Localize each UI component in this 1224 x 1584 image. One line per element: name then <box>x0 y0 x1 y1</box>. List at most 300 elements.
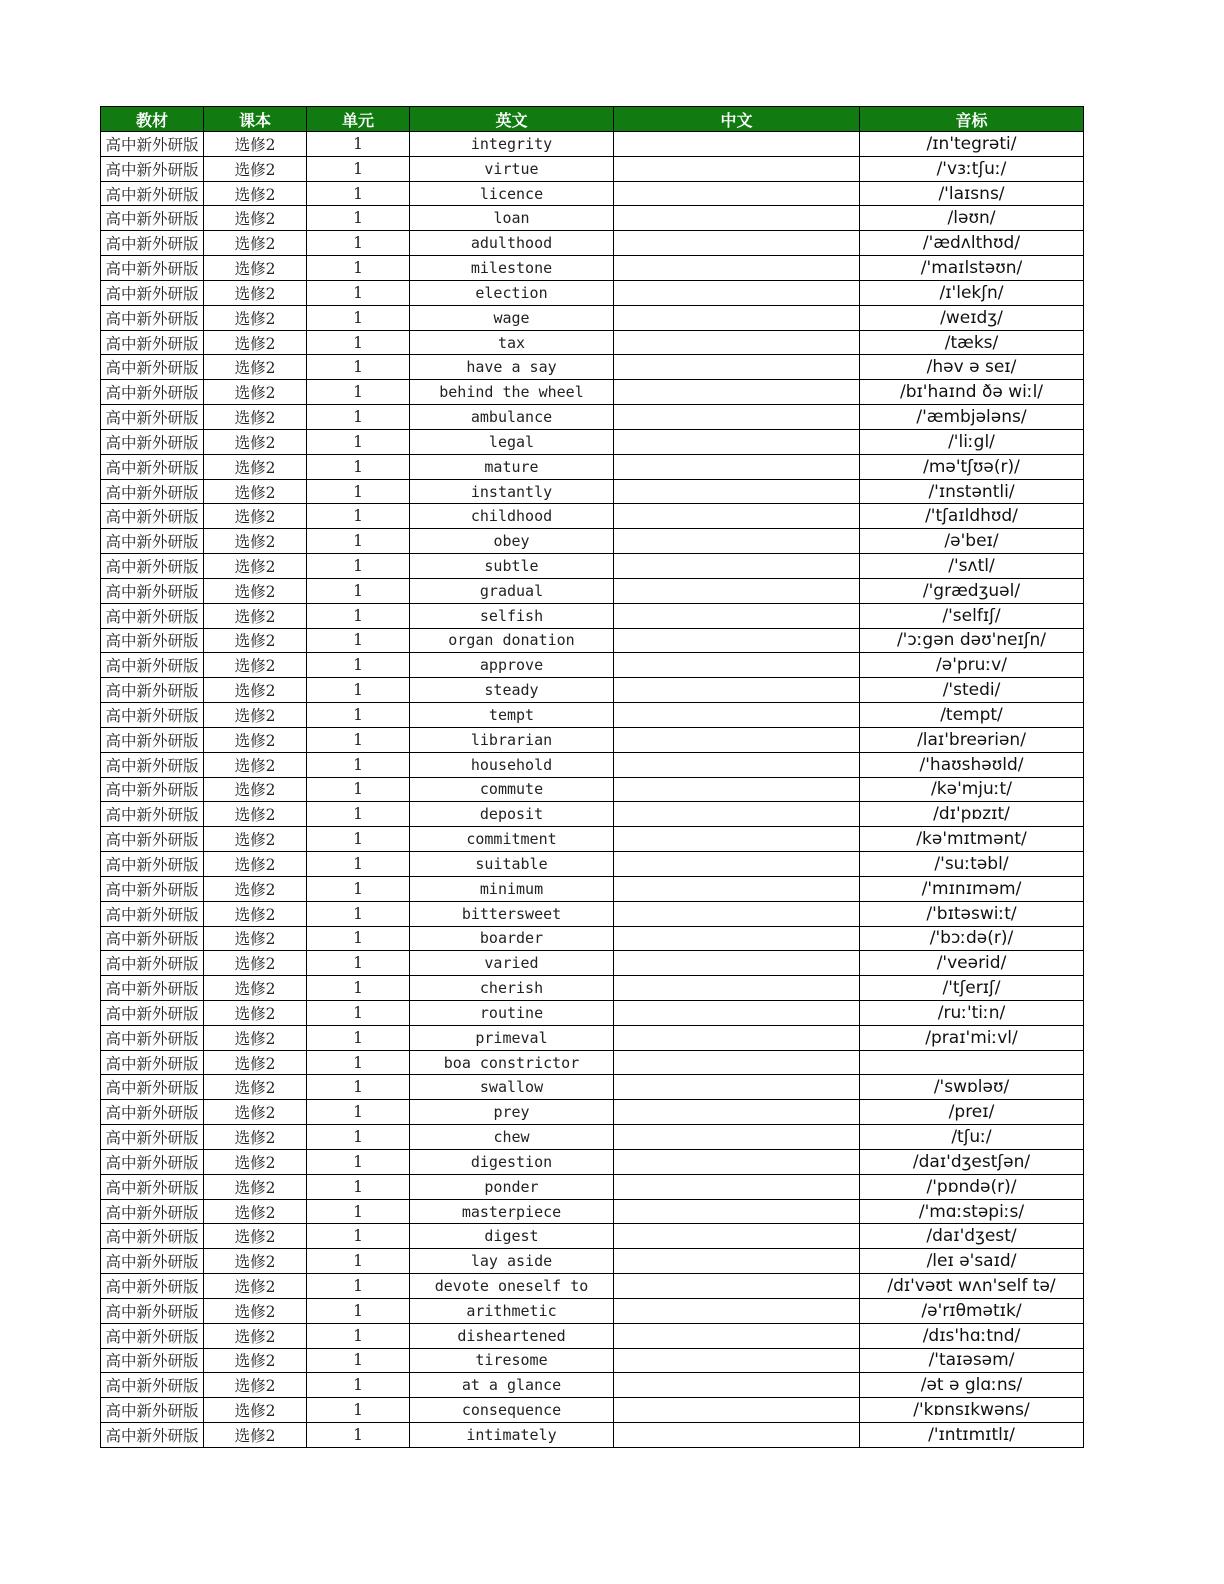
english-cell: at a glance <box>410 1373 614 1398</box>
course-cell: 选修2 <box>204 1149 307 1174</box>
phonetic-cell: /tæks/ <box>860 330 1084 355</box>
english-cell: tax <box>410 330 614 355</box>
phonetic-cell: /ɪ'lekʃn/ <box>860 280 1084 305</box>
chinese-cell <box>614 454 860 479</box>
table-row <box>101 777 1084 802</box>
course-cell: 选修2 <box>204 156 307 181</box>
phonetic-cell: /dɪ'pɒzɪt/ <box>860 802 1084 827</box>
unit-cell: 1 <box>307 355 410 380</box>
header-textbook: 教材 <box>101 107 204 132</box>
header-course: 课本 <box>204 107 307 132</box>
english-cell: adulthood <box>410 231 614 256</box>
course-cell: 选修2 <box>204 1373 307 1398</box>
english-cell: disheartened <box>410 1323 614 1348</box>
english-cell: swallow <box>410 1075 614 1100</box>
english-cell: childhood <box>410 504 614 529</box>
course-cell: 选修2 <box>204 206 307 231</box>
course-cell: 选修2 <box>204 1423 307 1448</box>
unit-cell: 1 <box>307 256 410 281</box>
course-cell: 选修2 <box>204 1298 307 1323</box>
phonetic-cell: /'liːgl/ <box>860 429 1084 454</box>
phonetic-cell: /laɪ'breəriən/ <box>860 727 1084 752</box>
textbook-cell: 高中新外研版 <box>101 876 204 901</box>
chinese-cell <box>614 305 860 330</box>
english-cell: gradual <box>410 578 614 603</box>
table-row <box>101 231 1084 256</box>
english-cell: intimately <box>410 1423 614 1448</box>
chinese-cell <box>614 380 860 405</box>
course-cell: 选修2 <box>204 1398 307 1423</box>
textbook-cell: 高中新外研版 <box>101 504 204 529</box>
course-cell: 选修2 <box>204 1125 307 1150</box>
phonetic-cell: /'ɔːgən dəʊ'neɪʃn/ <box>860 628 1084 653</box>
unit-cell: 1 <box>307 1025 410 1050</box>
textbook-cell: 高中新外研版 <box>101 1249 204 1274</box>
textbook-cell: 高中新外研版 <box>101 280 204 305</box>
unit-cell: 1 <box>307 578 410 603</box>
textbook-cell: 高中新外研版 <box>101 802 204 827</box>
phonetic-cell: /ruː'tiːn/ <box>860 1000 1084 1025</box>
course-cell: 选修2 <box>204 454 307 479</box>
textbook-cell: 高中新外研版 <box>101 1274 204 1299</box>
english-cell: instantly <box>410 479 614 504</box>
chinese-cell <box>614 1125 860 1150</box>
chinese-cell <box>614 156 860 181</box>
textbook-cell: 高中新外研版 <box>101 976 204 1001</box>
table-row <box>101 504 1084 529</box>
english-cell: ponder <box>410 1174 614 1199</box>
course-cell: 选修2 <box>204 876 307 901</box>
chinese-cell <box>614 678 860 703</box>
english-cell: integrity <box>410 132 614 157</box>
table-row <box>101 1174 1084 1199</box>
course-cell: 选修2 <box>204 504 307 529</box>
chinese-cell <box>614 1323 860 1348</box>
textbook-cell: 高中新外研版 <box>101 603 204 628</box>
unit-cell: 1 <box>307 1298 410 1323</box>
chinese-cell <box>614 355 860 380</box>
unit-cell: 1 <box>307 1249 410 1274</box>
phonetic-cell: /'maɪlstəʊn/ <box>860 256 1084 281</box>
chinese-cell <box>614 1025 860 1050</box>
unit-cell: 1 <box>307 852 410 877</box>
chinese-cell <box>614 1075 860 1100</box>
phonetic-cell: /'tʃerɪʃ/ <box>860 976 1084 1001</box>
unit-cell: 1 <box>307 951 410 976</box>
textbook-cell: 高中新外研版 <box>101 951 204 976</box>
textbook-cell: 高中新外研版 <box>101 1323 204 1348</box>
table-row <box>101 405 1084 430</box>
textbook-cell: 高中新外研版 <box>101 405 204 430</box>
chinese-cell <box>614 231 860 256</box>
header-chinese: 中文 <box>614 107 860 132</box>
unit-cell: 1 <box>307 628 410 653</box>
unit-cell: 1 <box>307 802 410 827</box>
table-row <box>101 703 1084 728</box>
chinese-cell <box>614 1224 860 1249</box>
textbook-cell: 高中新外研版 <box>101 1025 204 1050</box>
english-cell: subtle <box>410 554 614 579</box>
phonetic-cell: /ləʊn/ <box>860 206 1084 231</box>
course-cell: 选修2 <box>204 231 307 256</box>
course-cell: 选修2 <box>204 429 307 454</box>
unit-cell: 1 <box>307 280 410 305</box>
table-row <box>101 901 1084 926</box>
unit-cell: 1 <box>307 1050 410 1075</box>
unit-cell: 1 <box>307 876 410 901</box>
phonetic-cell: /'vɜːtʃuː/ <box>860 156 1084 181</box>
course-cell: 选修2 <box>204 1199 307 1224</box>
english-cell: commute <box>410 777 614 802</box>
phonetic-cell: /daɪ'dʒest/ <box>860 1224 1084 1249</box>
textbook-cell: 高中新外研版 <box>101 1149 204 1174</box>
course-cell: 选修2 <box>204 1323 307 1348</box>
phonetic-cell: /tʃuː/ <box>860 1125 1084 1150</box>
unit-cell: 1 <box>307 1100 410 1125</box>
chinese-cell <box>614 1050 860 1075</box>
phonetic-cell: /tempt/ <box>860 703 1084 728</box>
textbook-cell: 高中新外研版 <box>101 852 204 877</box>
header-phonetic: 音标 <box>860 107 1084 132</box>
phonetic-cell: /'ɪnstəntli/ <box>860 479 1084 504</box>
course-cell: 选修2 <box>204 1224 307 1249</box>
textbook-cell: 高中新外研版 <box>101 1050 204 1075</box>
unit-cell: 1 <box>307 1199 410 1224</box>
phonetic-cell: /'stedi/ <box>860 678 1084 703</box>
table-row <box>101 1323 1084 1348</box>
phonetic-cell: /ə'beɪ/ <box>860 529 1084 554</box>
unit-cell: 1 <box>307 1373 410 1398</box>
unit-cell: 1 <box>307 777 410 802</box>
table-row <box>101 1050 1084 1075</box>
english-cell: suitable <box>410 852 614 877</box>
english-cell: mature <box>410 454 614 479</box>
table-row <box>101 827 1084 852</box>
phonetic-cell: /dɪ'vəʊt wʌn'self tə/ <box>860 1274 1084 1299</box>
table-row <box>101 653 1084 678</box>
table-row <box>101 802 1084 827</box>
chinese-cell <box>614 951 860 976</box>
phonetic-cell: /preɪ/ <box>860 1100 1084 1125</box>
english-cell: bittersweet <box>410 901 614 926</box>
textbook-cell: 高中新外研版 <box>101 752 204 777</box>
chinese-cell <box>614 827 860 852</box>
english-cell: virtue <box>410 156 614 181</box>
english-cell: digest <box>410 1224 614 1249</box>
table-row <box>101 256 1084 281</box>
course-cell: 选修2 <box>204 330 307 355</box>
unit-cell: 1 <box>307 330 410 355</box>
table-row <box>101 554 1084 579</box>
phonetic-cell: /'bɪtəswiːt/ <box>860 901 1084 926</box>
table-row <box>101 876 1084 901</box>
english-cell: milestone <box>410 256 614 281</box>
unit-cell: 1 <box>307 305 410 330</box>
unit-cell: 1 <box>307 653 410 678</box>
phonetic-cell: /'haʊshəʊld/ <box>860 752 1084 777</box>
course-cell: 选修2 <box>204 554 307 579</box>
english-cell: wage <box>410 305 614 330</box>
unit-cell: 1 <box>307 1125 410 1150</box>
course-cell: 选修2 <box>204 1174 307 1199</box>
textbook-cell: 高中新外研版 <box>101 678 204 703</box>
english-cell: librarian <box>410 727 614 752</box>
chinese-cell <box>614 578 860 603</box>
textbook-cell: 高中新外研版 <box>101 380 204 405</box>
course-cell: 选修2 <box>204 951 307 976</box>
textbook-cell: 高中新外研版 <box>101 1199 204 1224</box>
unit-cell: 1 <box>307 181 410 206</box>
phonetic-cell: /'pɒndə(r)/ <box>860 1174 1084 1199</box>
phonetic-cell: /praɪ'miːvl/ <box>860 1025 1084 1050</box>
course-cell: 选修2 <box>204 703 307 728</box>
phonetic-cell: /weɪdʒ/ <box>860 305 1084 330</box>
course-cell: 选修2 <box>204 678 307 703</box>
chinese-cell <box>614 1274 860 1299</box>
course-cell: 选修2 <box>204 529 307 554</box>
unit-cell: 1 <box>307 479 410 504</box>
english-cell: organ donation <box>410 628 614 653</box>
unit-cell: 1 <box>307 454 410 479</box>
textbook-cell: 高中新外研版 <box>101 777 204 802</box>
textbook-cell: 高中新外研版 <box>101 206 204 231</box>
course-cell: 选修2 <box>204 727 307 752</box>
table-row <box>101 1224 1084 1249</box>
table-row <box>101 280 1084 305</box>
unit-cell: 1 <box>307 1174 410 1199</box>
chinese-cell <box>614 653 860 678</box>
phonetic-cell: /'selfɪʃ/ <box>860 603 1084 628</box>
unit-cell: 1 <box>307 504 410 529</box>
vocabulary-table <box>100 106 1084 1448</box>
unit-cell: 1 <box>307 1224 410 1249</box>
chinese-cell <box>614 280 860 305</box>
phonetic-cell: /ɪn'tegrəti/ <box>860 132 1084 157</box>
english-cell: household <box>410 752 614 777</box>
textbook-cell: 高中新外研版 <box>101 1174 204 1199</box>
course-cell: 选修2 <box>204 405 307 430</box>
course-cell: 选修2 <box>204 578 307 603</box>
chinese-cell <box>614 1348 860 1373</box>
course-cell: 选修2 <box>204 926 307 951</box>
chinese-cell <box>614 1000 860 1025</box>
phonetic-cell: /'sʌtl/ <box>860 554 1084 579</box>
phonetic-cell: /ə'rɪθmətɪk/ <box>860 1298 1084 1323</box>
chinese-cell <box>614 703 860 728</box>
english-cell: tiresome <box>410 1348 614 1373</box>
course-cell: 选修2 <box>204 1348 307 1373</box>
chinese-cell <box>614 926 860 951</box>
table-row <box>101 852 1084 877</box>
table-row <box>101 454 1084 479</box>
english-cell: obey <box>410 529 614 554</box>
chinese-cell <box>614 405 860 430</box>
phonetic-cell: /ət ə glɑːns/ <box>860 1373 1084 1398</box>
textbook-cell: 高中新外研版 <box>101 727 204 752</box>
english-cell: varied <box>410 951 614 976</box>
unit-cell: 1 <box>307 380 410 405</box>
chinese-cell <box>614 330 860 355</box>
course-cell: 选修2 <box>204 976 307 1001</box>
course-cell: 选修2 <box>204 827 307 852</box>
unit-cell: 1 <box>307 231 410 256</box>
course-cell: 选修2 <box>204 181 307 206</box>
table-row <box>101 529 1084 554</box>
phonetic-cell: /'grædʒuəl/ <box>860 578 1084 603</box>
textbook-cell: 高中新外研版 <box>101 578 204 603</box>
english-cell: devote oneself to <box>410 1274 614 1299</box>
english-cell: boa constrictor <box>410 1050 614 1075</box>
course-cell: 选修2 <box>204 653 307 678</box>
chinese-cell <box>614 529 860 554</box>
unit-cell: 1 <box>307 1075 410 1100</box>
phonetic-cell: /'bɔːdə(r)/ <box>860 926 1084 951</box>
phonetic-cell: /ə'pruːv/ <box>860 653 1084 678</box>
chinese-cell <box>614 876 860 901</box>
phonetic-cell: /'kɒnsɪkwəns/ <box>860 1398 1084 1423</box>
english-cell: legal <box>410 429 614 454</box>
unit-cell: 1 <box>307 1348 410 1373</box>
chinese-cell <box>614 256 860 281</box>
unit-cell: 1 <box>307 678 410 703</box>
chinese-cell <box>614 1199 860 1224</box>
course-cell: 选修2 <box>204 628 307 653</box>
textbook-cell: 高中新外研版 <box>101 454 204 479</box>
table-row <box>101 678 1084 703</box>
textbook-cell: 高中新外研版 <box>101 554 204 579</box>
english-cell: prey <box>410 1100 614 1125</box>
table-row <box>101 380 1084 405</box>
course-cell: 选修2 <box>204 132 307 157</box>
chinese-cell <box>614 429 860 454</box>
chinese-cell <box>614 181 860 206</box>
phonetic-cell: /dɪs'hɑːtnd/ <box>860 1323 1084 1348</box>
unit-cell: 1 <box>307 156 410 181</box>
course-cell: 选修2 <box>204 1100 307 1125</box>
course-cell: 选修2 <box>204 305 307 330</box>
table-row <box>101 603 1084 628</box>
textbook-cell: 高中新外研版 <box>101 1348 204 1373</box>
course-cell: 选修2 <box>204 852 307 877</box>
unit-cell: 1 <box>307 1323 410 1348</box>
unit-cell: 1 <box>307 405 410 430</box>
table-row <box>101 752 1084 777</box>
course-cell: 选修2 <box>204 752 307 777</box>
english-cell: boarder <box>410 926 614 951</box>
course-cell: 选修2 <box>204 380 307 405</box>
table-row <box>101 1100 1084 1125</box>
textbook-cell: 高中新外研版 <box>101 305 204 330</box>
header-row <box>101 107 1084 132</box>
english-cell: ambulance <box>410 405 614 430</box>
unit-cell: 1 <box>307 926 410 951</box>
course-cell: 选修2 <box>204 1025 307 1050</box>
english-cell: minimum <box>410 876 614 901</box>
phonetic-cell: /kə'mjuːt/ <box>860 777 1084 802</box>
table-row <box>101 1149 1084 1174</box>
course-cell: 选修2 <box>204 1249 307 1274</box>
phonetic-cell: /kə'mɪtmənt/ <box>860 827 1084 852</box>
english-cell: approve <box>410 653 614 678</box>
english-cell: deposit <box>410 802 614 827</box>
english-cell: primeval <box>410 1025 614 1050</box>
english-cell: steady <box>410 678 614 703</box>
phonetic-cell: /'tʃaɪldhʊd/ <box>860 504 1084 529</box>
table-row <box>101 1398 1084 1423</box>
phonetic-cell: /'ædʌlthʊd/ <box>860 231 1084 256</box>
english-cell: chew <box>410 1125 614 1150</box>
textbook-cell: 高中新外研版 <box>101 355 204 380</box>
unit-cell: 1 <box>307 901 410 926</box>
english-cell: arithmetic <box>410 1298 614 1323</box>
course-cell: 选修2 <box>204 777 307 802</box>
course-cell: 选修2 <box>204 802 307 827</box>
chinese-cell <box>614 852 860 877</box>
unit-cell: 1 <box>307 752 410 777</box>
unit-cell: 1 <box>307 1398 410 1423</box>
course-cell: 选修2 <box>204 280 307 305</box>
phonetic-cell: /'mɑːstəpiːs/ <box>860 1199 1084 1224</box>
textbook-cell: 高中新外研版 <box>101 1075 204 1100</box>
phonetic-cell: /'ɪntɪmɪtlɪ/ <box>860 1423 1084 1448</box>
chinese-cell <box>614 1373 860 1398</box>
phonetic-cell: /'veərid/ <box>860 951 1084 976</box>
chinese-cell <box>614 1249 860 1274</box>
chinese-cell <box>614 802 860 827</box>
unit-cell: 1 <box>307 1149 410 1174</box>
table-row <box>101 951 1084 976</box>
table-row <box>101 1199 1084 1224</box>
chinese-cell <box>614 603 860 628</box>
english-cell: behind the wheel <box>410 380 614 405</box>
chinese-cell <box>614 1100 860 1125</box>
phonetic-cell: /'swɒləʊ/ <box>860 1075 1084 1100</box>
table-row <box>101 429 1084 454</box>
chinese-cell <box>614 1174 860 1199</box>
english-cell: masterpiece <box>410 1199 614 1224</box>
textbook-cell: 高中新外研版 <box>101 479 204 504</box>
textbook-cell: 高中新外研版 <box>101 901 204 926</box>
textbook-cell: 高中新外研版 <box>101 156 204 181</box>
textbook-cell: 高中新外研版 <box>101 1423 204 1448</box>
phonetic-cell: /'æmbjələns/ <box>860 405 1084 430</box>
textbook-cell: 高中新外研版 <box>101 256 204 281</box>
table-row <box>101 132 1084 157</box>
chinese-cell <box>614 554 860 579</box>
chinese-cell <box>614 206 860 231</box>
textbook-cell: 高中新外研版 <box>101 703 204 728</box>
table-body <box>101 132 1084 1448</box>
chinese-cell <box>614 132 860 157</box>
english-cell: tempt <box>410 703 614 728</box>
unit-cell: 1 <box>307 827 410 852</box>
course-cell: 选修2 <box>204 901 307 926</box>
course-cell: 选修2 <box>204 479 307 504</box>
table-row <box>101 1025 1084 1050</box>
course-cell: 选修2 <box>204 256 307 281</box>
table-row <box>101 355 1084 380</box>
textbook-cell: 高中新外研版 <box>101 429 204 454</box>
textbook-cell: 高中新外研版 <box>101 181 204 206</box>
table-row <box>101 1249 1084 1274</box>
textbook-cell: 高中新外研版 <box>101 653 204 678</box>
header-unit: 单元 <box>307 107 410 132</box>
unit-cell: 1 <box>307 976 410 1001</box>
unit-cell: 1 <box>307 554 410 579</box>
english-cell: licence <box>410 181 614 206</box>
unit-cell: 1 <box>307 1423 410 1448</box>
phonetic-cell <box>860 1050 1084 1075</box>
